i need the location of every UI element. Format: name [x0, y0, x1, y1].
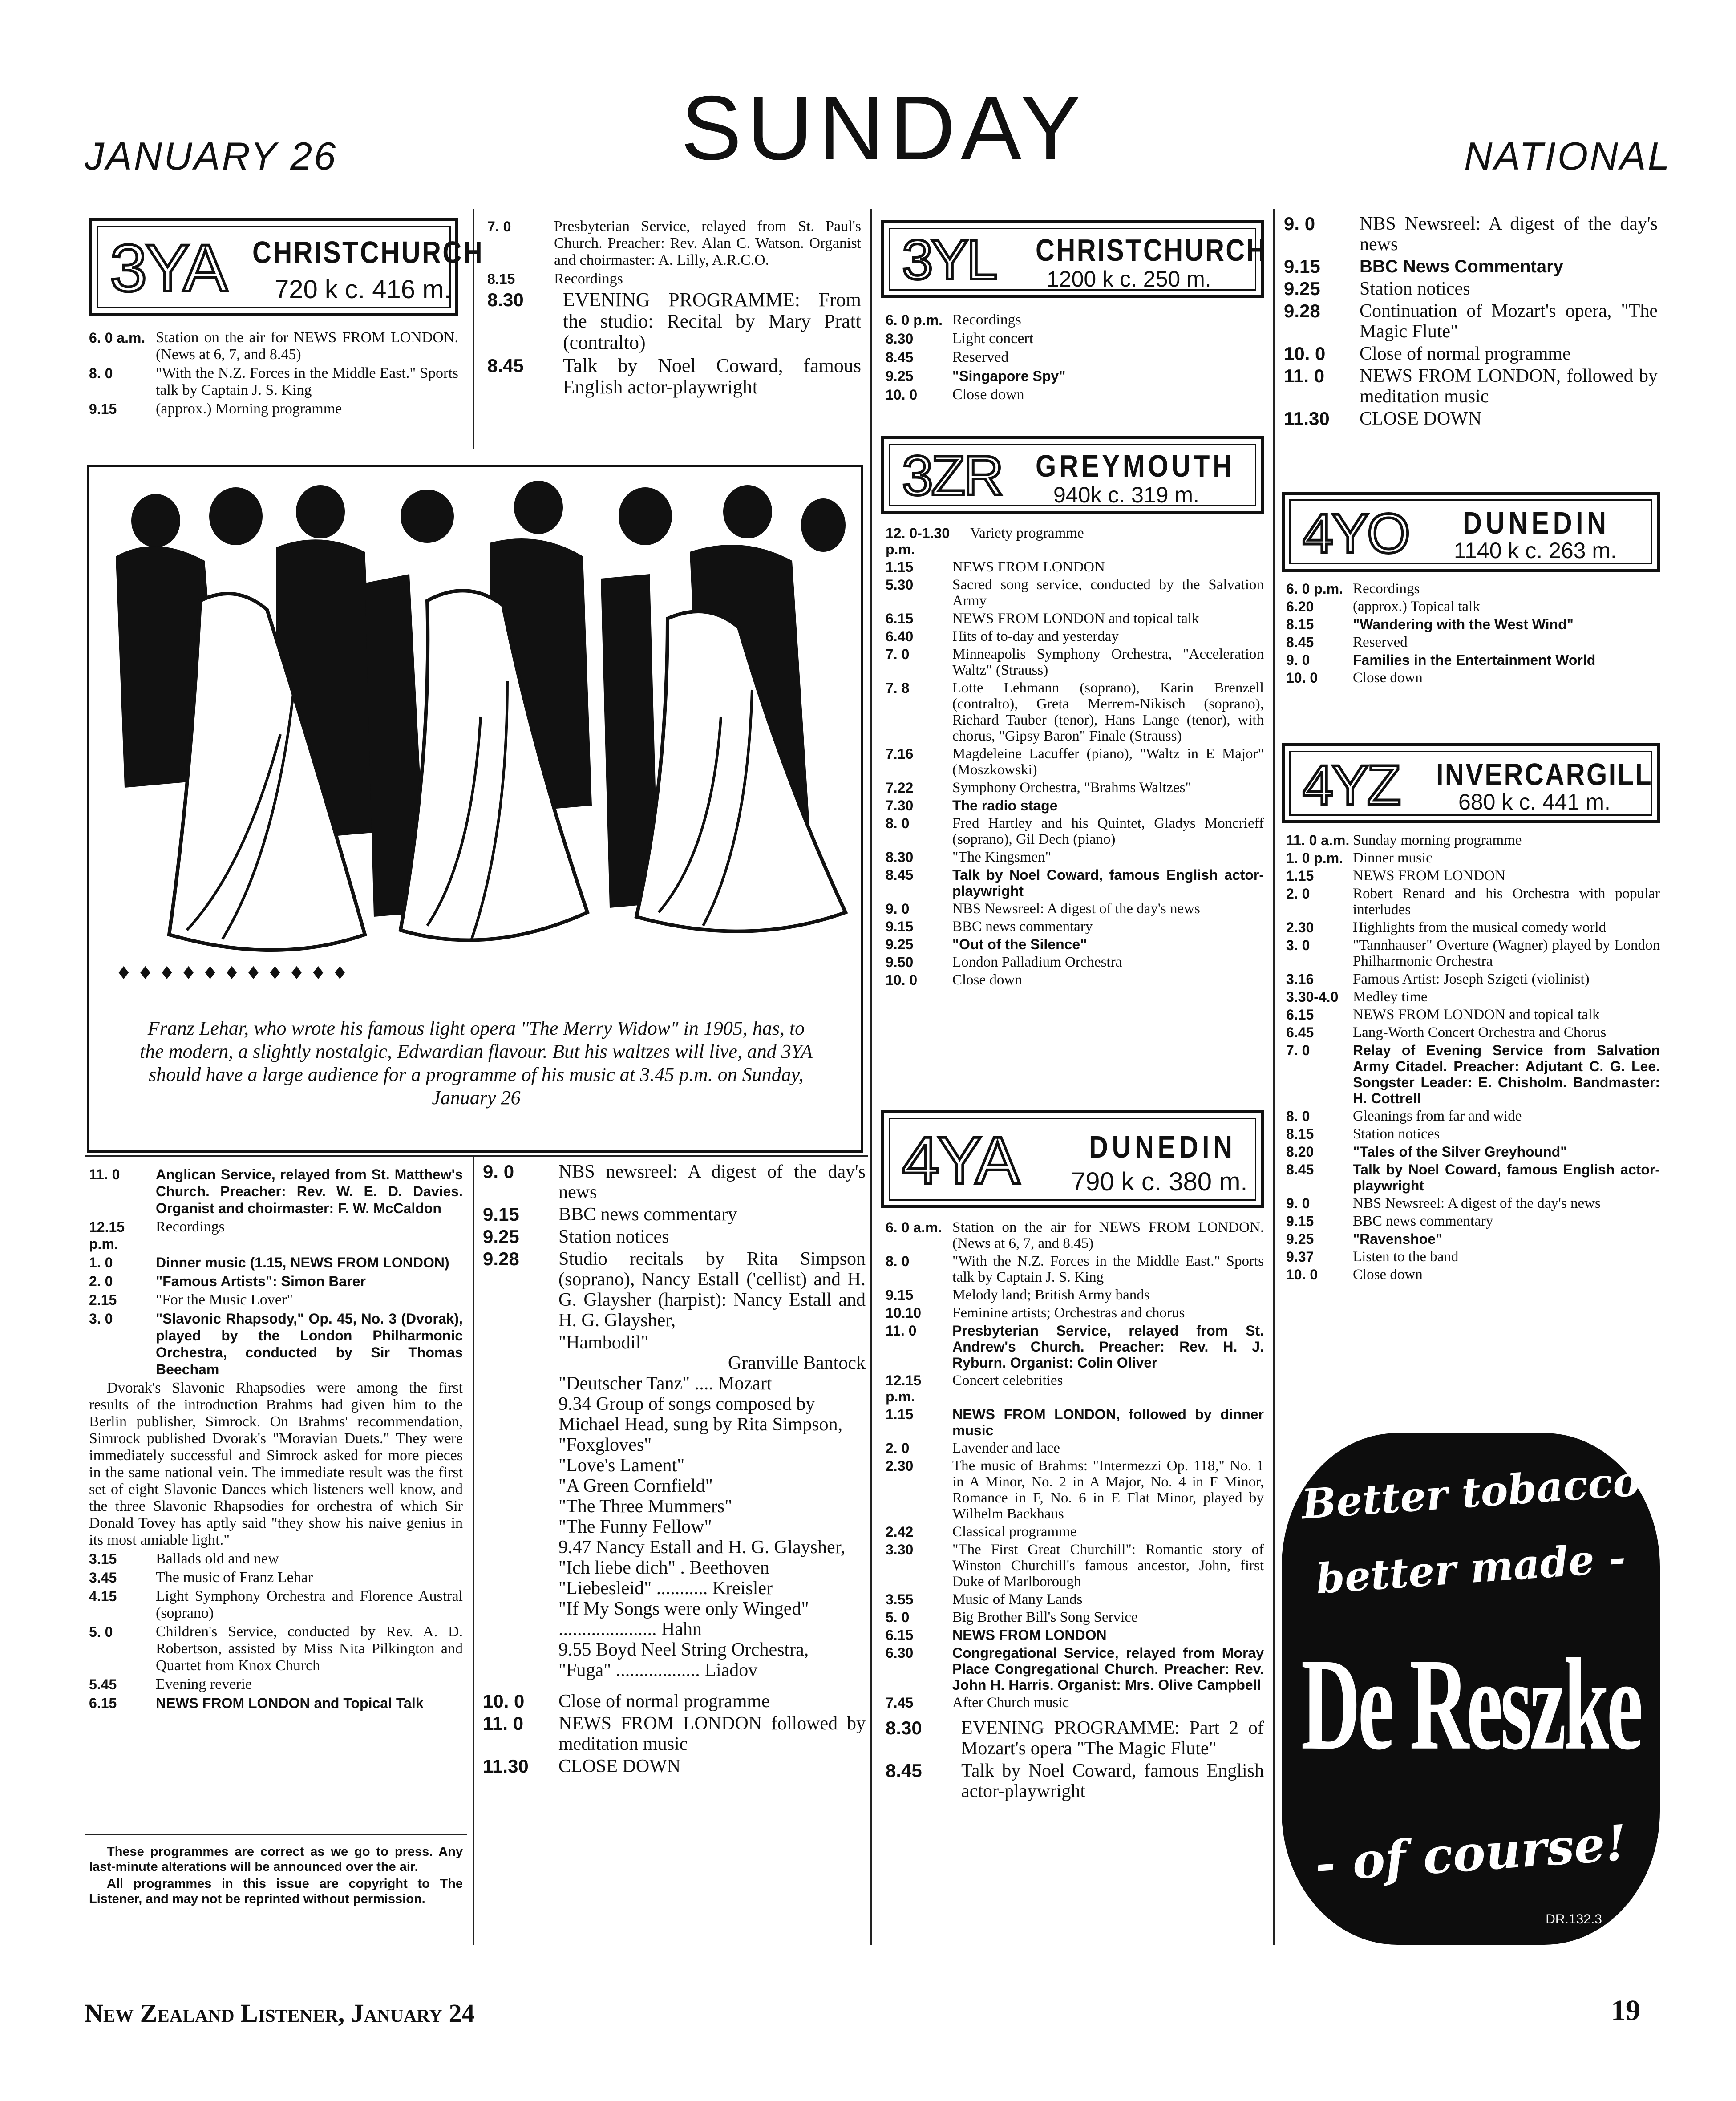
illustration-panel [87, 465, 863, 1153]
callsign-4yo: 4YO [1303, 503, 1409, 565]
recital-programme: "Hambodil" Granville Bantock "Deutscher Tanz" .... Mozart 9.34 Group of songs composed by Michael Head, sung by Rita Simpson, "Foxgloves" "Love's Lament" "A Green Cornfield" "The Three Mummers" "The Funny Fellow" 9.47 Nancy Estall and H. G. Glaysher, "Ich liebe dich" . Beethoven "Liebesleid" ........... Kreisler "If My Songs were only Winged" ..................... Hahn 9.55 Boyd Neel String Orchestra, "Fuga" .................. Liadov [558, 1332, 866, 1680]
dvorak-note: Dvorak's Slavonic Rhapsodies were among the first results of the introduction Brahms had given him to the Berlin publisher, Simrock. On Brahms' recommendation, Simrock published Dvorak's "Moravian Duets." They were immediately successful and Simrock asked for more pieces in the same national vein. The immediate result was the first set of eight Slavonic Dances which listeners well know, and the three Slavonic Rhapsodies for orchestra of which Sir Donald Tovey has aptly said "they show his naive genius in its most amiable light." [89, 1380, 463, 1548]
listing-4ya-continued: 9. 0 NBS Newsreel: A digest of the day's news 9.15 BBC News Commentary 9.25 Station notices 9.28 Continuation of Mozart's opera, "The Magic Flute" 10. 0 Close of normal programme 11. 0 NEWS FROM LONDON, followed by meditation music 11.30 CLOSE DOWN [1284, 213, 1658, 429]
ad-brand: De Reszke [1301, 1631, 1641, 1778]
station-box-4yz [1282, 743, 1660, 823]
station-box-4ya [881, 1110, 1264, 1208]
listing-3ya-morning: 6. 0 a.m. Station on the air for NEWS FROM LONDON. (News at 6, 7, and 8.45) 8. 0 "With the N.Z. Forces in the Middle East." Sports talk by Captain J. S. King 9.15 (approx.) Morning programme [89, 329, 458, 417]
listing-3zr: 12. 0-1.30 p.m. Variety programme 1.15 NEWS FROM LONDON 5.30 Sacred song service, conducted by the Salvation Army 6.15 NEWS FROM LONDON and topical talk 6.40 Hits of to-day and yesterday 7. 0 Minneapolis Symphony Orchestra, "Acceleration Waltz" (Strauss) 7. 8 Lotte Lehmann (soprano), Karin Brenzell (contralto), Greta Merrem-Nikisch (soprano), Richard Tauber (tenor), Hans Lange (tenor), with chorus, "Gipsy Baron" Finale (Strauss) 7.16 Magdeleine Lacuffer (piano), "Waltz in E Major" (Moszkowski) 7.22 Symphony Orchestra, "Brahms Waltzes" 7.30 The radio stage 8. 0 Fred Hartley and his Quintet, Gladys Moncrieff (soprano), Gil Dech (piano) 8.30 "The Kingsmen" 8.45 Talk by Noel Coward, famous English actor-playwright 9. 0 NBS Newsreel: A digest of the day's news 9.15 BBC news commentary 9.25 "Out of the Silence" 9.50 London Palladium Orchestra 10. 0 Close down [886, 525, 1264, 988]
callsign-3yl: 3YL [902, 229, 996, 291]
listing-4yo: 6. 0 p.m. Recordings 6.20 (approx.) Topical talk 8.15 "Wandering with the West Wind" 8.45 Reserved 9. 0 Families in the Entertainment World 10. 0 Close down [1286, 581, 1596, 686]
listing-3ya-afternoon: 11. 0 Anglican Service, relayed from St. Matthew's Church. Preacher: Rev. W. E. D. Davies. Organist and choirmaster: F. W. McCaldon 12.15 p.m. Recordings 1. 0 Dinner music (1.15, NEWS FROM LONDON) 2. 0 "Famous Artists": Simon Barer 2.15 "For the Music Lover" 3. 0 "Slavonic Rhapsody," Op. 45, No. 3 (Dvorak), played by the London Philharmonic Orchestra, conducted by Sir Thomas Beecham Dvorak's Slavonic Rhapsodies were among the first results of the introduction Brahms had given him to the Berlin publisher, Simrock. On Brahms' recommendation, Simrock published Dvorak's "Moravian Duets." They were immediately successful and Simrock asked for more pieces in the same national vein. The immediate result was the first set of eight Slavonic Dances which listeners well know, and the three Slavonic Rhapsodies for orchestra of which Sir Donald Tovey has aptly said "they show his naive genius in its most amiable light." 3.15 Ballads old and new 3.45 The music of Franz Lehar 4.15 Light Symphony Orchestra and Florence Austral (soprano) 5. 0 Children's Service, conducted by Rev. A. D. Robertson, assisted by Miss Nita Pilkington and Quartet from Knox Church 5.45 Evening reverie 6.15 NEWS FROM LONDON and Topical Talk [89, 1166, 463, 1711]
copyright-notice: These programmes are correct as we go to press. Any last-minute alterations will be announced over the air. All programmes in this issue are copyright to The Listener, and may not be reprinted without permission. [89, 1845, 463, 1906]
city-4yz: INVERCARGILL [1436, 757, 1653, 792]
footer-masthead: New Zealand Listener, January 24 [85, 1999, 475, 2028]
freq-3yl: 1200 k c. 250 m. [1047, 267, 1211, 291]
ad-line-3: - of course! [1313, 1814, 1629, 1893]
page-number: 19 [1611, 1994, 1640, 2027]
listing-3ya-evening: 7. 0 Presbyterian Service, relayed from St. Paul's Church. Preacher: Rev. Alan C. Watson. Organist and choirmaster: A. Lilly, A.R.C.O. 8.15 Recordings 8.30 EVENING PROGRAMME: From the studio: Recital by Mary Pratt (contralto) 8.45 Talk by Noel Coward, famous English actor-playwright [487, 218, 861, 398]
illustration-caption: Franz Lehar, who wrote his famous light opera "The Merry Widow" in 1905, has, to the modern, a slightly nostalgic, Edwardian flavour. But his waltzes will live, and 3YA should have a large audience for a programme of his music at 3.45 p.m. on Sunday, January 26 [139, 1017, 813, 1109]
listing-3ya-night: 9. 0 NBS newsreel: A digest of the day's news 9.15 BBC news commentary 9.25 Station notices 9.28 Studio recitals by Rita Simpson (soprano), Nancy Estall ('cellist) and H. G. Glaysher (harpist): Nancy Estall and H. G. Glaysher, "Hambodil" Granville Bantock "Deutscher Tanz" .... Mozart 9.34 Group of songs composed by Michael Head, sung by Rita Simpson, "Foxgloves" "Love's Lament" "A Green Cornfield" "The Three Mummers" "The Funny Fellow" 9.47 Nancy Estall and H. G. Glaysher, "Ich liebe dich" . Beethoven "Liebesleid" ........... Kreisler "If My Songs were only Winged" ..................... Hahn 9.55 Boyd Neel String Orchestra, "Fuga" .................. Liadov 10. 0 Close of normal programme 11. 0 NEWS FROM LONDON followed by meditation music 11.30 CLOSE DOWN [483, 1161, 866, 1777]
issue-date: JANUARY 26 [85, 134, 338, 178]
station-box-3yl [881, 220, 1267, 298]
freq-3zr: 940k c. 319 m. [1053, 482, 1199, 507]
city-3ya: CHRISTCHURCH [252, 235, 484, 270]
station-box-3zr [881, 436, 1264, 514]
station-box-3ya [89, 218, 484, 316]
city-3zr: GREYMOUTH [1036, 449, 1235, 483]
tobacco-advertisement [1282, 1433, 1660, 1945]
freq-3ya: 720 k c. 416 m. [275, 275, 451, 304]
dancers-illustration [89, 467, 861, 1001]
listing-4yz: 11. 0 a.m. Sunday morning programme 1. 0 p.m. Dinner music 1.15 NEWS FROM LONDON 2. 0 Robert Renard and his Orchestra with popular interludes 2.30 Highlights from the musical comedy world 3. 0 "Tannhauser" Overture (Wagner) played by London Philharmonic Orchestra 3.16 Famous Artist: Joseph Szigeti (violinist) 3.30-4.0 Medley time 6.15 NEWS FROM LONDON and topical talk 6.45 Lang-Worth Concert Orchestra and Chorus 7. 0 Relay of Evening Service from Salvation Army Citadel. Preacher: Adjutant C. G. Lee. Songster Leader: E. Chisholm. Bandmaster: H. Cottrell 8. 0 Gleanings from far and wide 8.15 Station notices 8.20 "Tales of the Silver Greyhound" 8.45 Talk by Noel Coward, famous English actor-playwright 9. 0 NBS Newsreel: A digest of the day's news 9.15 BBC news commentary 9.25 "Ravenshoe" 9.37 Listen to the band 10. 0 Close down [1286, 832, 1660, 1283]
listing-4ya: 6. 0 a.m. Station on the air for NEWS FROM LONDON. (News at 6, 7, and 8.45) 8. 0 "With the N.Z. Forces in the Middle East." Sports talk by Captain J. S. King 9.15 Melody land; British Army bands 10.10 Feminine artists; Orchestras and chorus 11. 0 Presbyterian Service, relayed from St. Andrew's Church. Preacher: Rev. H. J. Ryburn. Organist: Colin Oliver 12.15 p.m. Concert celebrities 1.15 NEWS FROM LONDON, followed by dinner music 2. 0 Lavender and lace 2.30 The music of Brahms: "Intermezzi Op. 118," No. 1 in A Minor, No. 2 in A Major, No. 4 in F Minor, Romance in F, No. 6 in E Flat Minor, played by Wilhelm Backhaus 2.42 Classical programme 3.30 "The First Great Churchill": Romantic story of Winston Churchill's famous ancestor, John, first Duke of Marlborough 3.55 Music of Many Lands 5. 0 Big Brother Bill's Song Service 6.15 NEWS FROM LONDON 6.30 Congregational Service, relayed from Moray Place Congregational Church. Preacher: Rev. John H. Harris. Organist: Mrs. Olive Campbell 7.45 After Church music 8.30 EVENING PROGRAMME: Part 2 of Mozart's opera "The Magic Flute" 8.45 Talk by Noel Coward, famous English actor-playwright [886, 1219, 1264, 1801]
callsign-4ya: 4YA [902, 1123, 1018, 1198]
callsign-3ya: 3YA [110, 231, 226, 305]
freq-4yo: 1140 k c. 263 m. [1454, 538, 1617, 563]
callsign-3zr: 3ZR [902, 445, 1002, 507]
city-3yl: CHRISTCHURCH [1036, 233, 1267, 267]
svg-text:♦ ♦ ♦ ♦ ♦ ♦ ♦ ♦ ♦ ♦ ♦: ♦ ♦ ♦ ♦ ♦ ♦ ♦ ♦ ♦ ♦ ♦ [116, 963, 348, 984]
city-4yo: DUNEDIN [1463, 506, 1610, 540]
ad-line-2: better made - [1314, 1533, 1627, 1603]
callsign-4yz: 4YZ [1303, 754, 1400, 816]
freq-4yz: 680 k c. 441 m. [1458, 789, 1611, 814]
listing-3yl: 6. 0 p.m. Recordings 8.30 Light concert 8.45 Reserved 9.25 "Singapore Spy" 10. 0 Close down [886, 312, 1066, 403]
station-box-4yo [1282, 492, 1660, 572]
freq-4ya: 790 k c. 380 m. [1071, 1167, 1248, 1196]
ad-line-1: Better tobacco [1300, 1457, 1642, 1529]
section-label: NATIONAL [1464, 134, 1671, 178]
city-4ya: DUNEDIN [1089, 1129, 1236, 1164]
page-title: SUNDAY [681, 77, 1087, 179]
ad-code: DR.132.3 [1546, 1912, 1602, 1927]
